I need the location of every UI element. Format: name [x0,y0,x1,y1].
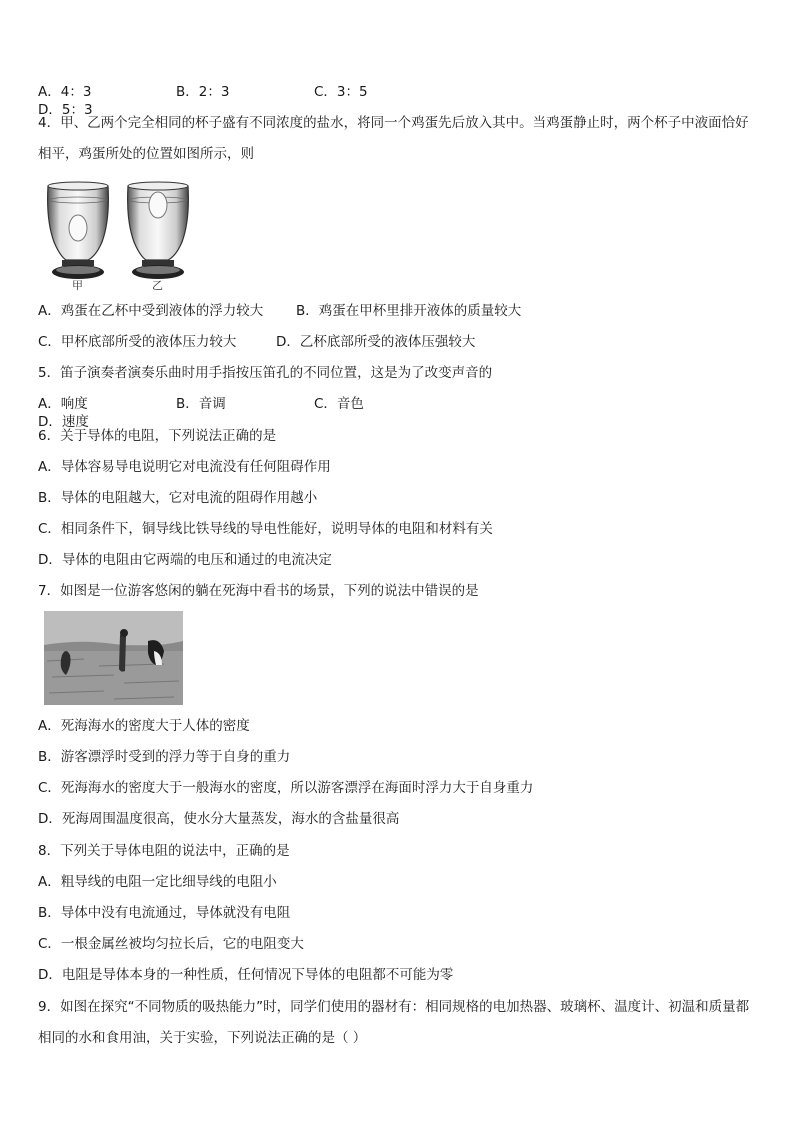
q4-option-c: C．甲杯底部所受的液体压力较大 [38,334,237,350]
q4-cups-figure [38,180,198,292]
q4-option-b: B．鸡蛋在甲杯里排开液体的质量较大 [296,303,522,319]
q6-option-b: B．导体的电阻越大，它对电流的阻碍作用越小 [38,490,318,506]
q5-option-d: D．速度 [38,414,89,430]
q8-option-c: C．一根金属丝被均匀拉长后，它的电阻变大 [38,936,304,952]
q5-options [38,395,558,431]
q3-option-c: C．3：5 [314,84,368,100]
q8-option-d: D．电阻是导体本身的一种性质，任何情况下导体的电阻都不可能为零 [38,967,454,983]
q7-option-a: A．死海海水的密度大于人体的密度 [38,718,250,734]
label-jia: 甲 [72,279,83,292]
q8-option-b: B．导体中没有电流通过，导体就没有电阻 [38,905,291,921]
cup-yi [128,182,189,279]
q4-option-d: D．乙杯底部所受的液体压强较大 [276,334,476,350]
q6-stem: 6．关于导体的电阻，下列说法正确的是 [38,428,277,444]
q6-option-a: A．导体容易导电说明它对电流没有任何阻碍作用 [38,459,331,475]
q7-option-d: D．死海周围温度很高，使水分大量蒸发，海水的含盐量很高 [38,811,400,827]
cup-jia [48,182,109,279]
q9-stem: 9．如图在探究“不同物质的吸热能力”时，同学们使用的器材有：相同规格的电加热器、玻璃杯、温度计、初温和质量都相同的水和食用油，关于实验，下列说法正确的是（ ） [38,999,750,1046]
q5-option-c: C．音色 [314,396,364,412]
q7-option-b: B．游客漂浮时受到的浮力等于自身的重力 [38,749,291,765]
q7-dead-sea-photo [44,611,183,705]
label-yi: 乙 [152,279,163,292]
q4-option-a: A．鸡蛋在乙杯中受到液体的浮力较大 [38,303,264,319]
q3-option-b: B．2：3 [176,84,230,100]
q5-stem: 5．笛子演奏者演奏乐曲时用手指按压笛孔的不同位置，这是为了改变声音的 [38,365,493,381]
q5-option-b: B．音调 [176,396,226,412]
q7-stem: 7．如图是一位游客悠闲的躺在死海中看书的场景，下列的说法中错误的是 [38,583,479,599]
q4-options-row1 [38,302,521,320]
q6-option-d: D．导体的电阻由它两端的电压和通过的电流决定 [38,552,332,568]
q5-option-a: A．响度 [38,396,88,412]
q4-options-row2 [38,333,475,351]
q3-option-d: D．5：3 [38,102,93,118]
q8-option-a: A．粗导线的电阻一定比细导线的电阻小 [38,874,277,890]
q8-stem: 8．下列关于导体电阻的说法中，正确的是 [38,843,290,859]
q3-option-a: A．4：3 [38,84,92,100]
q7-option-c: C．死海海水的密度大于一般海水的密度，所以游客漂浮在海面时浮力大于自身重力 [38,780,534,796]
q4-stem: 4．甲、乙两个完全相同的杯子盛有不同浓度的盐水，将同一个鸡蛋先后放入其中。当鸡蛋静止时，两个杯子中液面恰好相平，鸡蛋所处的位置如图所示，则 [38,115,749,162]
q6-option-c: C．相同条件下，铜导线比铁导线的导电性能好，说明导体的电阻和材料有关 [38,521,493,537]
